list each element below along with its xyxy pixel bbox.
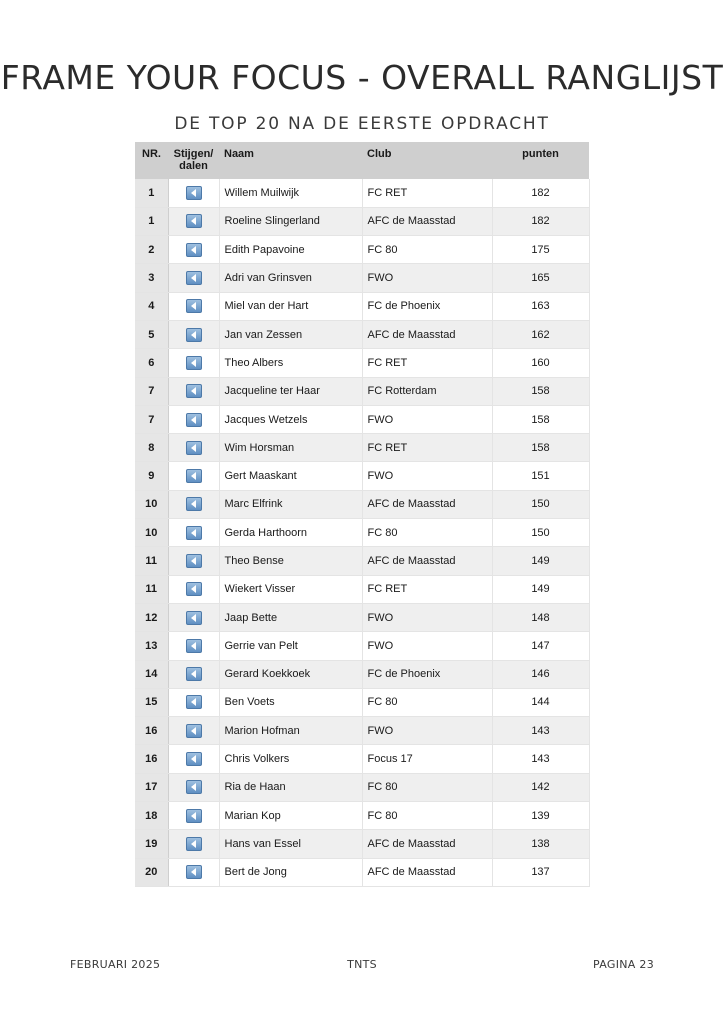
left-arrow-icon [186, 356, 202, 370]
club-cell: FC RET [362, 179, 492, 207]
club-cell: FC de Phoenix [362, 660, 492, 688]
points-cell: 162 [492, 320, 589, 348]
table-row [135, 179, 589, 207]
table-row [135, 632, 589, 660]
points-cell: 144 [492, 688, 589, 716]
column-header-nr: NR. [135, 142, 168, 179]
points-cell: 150 [492, 519, 589, 547]
points-cell: 165 [492, 264, 589, 292]
table-row [135, 660, 589, 688]
club-cell: FC RET [362, 575, 492, 603]
points-cell: 158 [492, 434, 589, 462]
rank-cell: 2 [135, 236, 168, 264]
trend-cell [168, 745, 219, 773]
rank-cell: 10 [135, 519, 168, 547]
club-cell: FC Rotterdam [362, 377, 492, 405]
rank-cell: 10 [135, 490, 168, 518]
table-row [135, 236, 589, 264]
club-cell: AFC de Maasstad [362, 320, 492, 348]
points-cell: 158 [492, 377, 589, 405]
table-row [135, 264, 589, 292]
column-header-naam: Naam [219, 142, 362, 179]
left-arrow-icon [186, 752, 202, 766]
table-header-row [135, 142, 589, 179]
trend-cell [168, 717, 219, 745]
name-cell: Gert Maaskant [219, 462, 362, 490]
trend-cell [168, 547, 219, 575]
club-cell: AFC de Maasstad [362, 490, 492, 518]
name-cell: Jaap Bette [219, 603, 362, 631]
points-cell: 151 [492, 462, 589, 490]
points-cell: 149 [492, 547, 589, 575]
name-cell: Hans van Essel [219, 830, 362, 858]
trend-cell [168, 236, 219, 264]
club-cell: FWO [362, 603, 492, 631]
rank-cell: 11 [135, 575, 168, 603]
trend-cell [168, 292, 219, 320]
club-cell: Focus 17 [362, 745, 492, 773]
trend-cell [168, 632, 219, 660]
club-cell: AFC de Maasstad [362, 547, 492, 575]
name-cell: Bert de Jong [219, 858, 362, 886]
name-cell: Ria de Haan [219, 773, 362, 801]
club-cell: FWO [362, 405, 492, 433]
rank-cell: 19 [135, 830, 168, 858]
ranking-table [135, 142, 590, 887]
points-cell: 142 [492, 773, 589, 801]
page-subtitle: DE TOP 20 NA DE EERSTE OPDRACHT [174, 114, 550, 134]
left-arrow-icon [186, 667, 202, 681]
club-cell: AFC de Maasstad [362, 830, 492, 858]
table-row [135, 802, 589, 830]
left-arrow-icon [186, 582, 202, 596]
left-arrow-icon [186, 611, 202, 625]
club-cell: AFC de Maasstad [362, 858, 492, 886]
left-arrow-icon [186, 526, 202, 540]
table-row [135, 688, 589, 716]
rank-cell: 8 [135, 434, 168, 462]
trend-cell [168, 773, 219, 801]
points-cell: 149 [492, 575, 589, 603]
rank-cell: 11 [135, 547, 168, 575]
left-arrow-icon [186, 695, 202, 709]
trend-cell [168, 207, 219, 235]
table-row [135, 490, 589, 518]
name-cell: Wim Horsman [219, 434, 362, 462]
club-cell: FC 80 [362, 773, 492, 801]
name-cell: Wiekert Visser [219, 575, 362, 603]
club-cell: FC 80 [362, 688, 492, 716]
club-cell: FC 80 [362, 802, 492, 830]
rank-cell: 3 [135, 264, 168, 292]
table-row [135, 377, 589, 405]
points-cell: 146 [492, 660, 589, 688]
club-cell: FC 80 [362, 519, 492, 547]
trend-cell [168, 802, 219, 830]
rank-cell: 4 [135, 292, 168, 320]
left-arrow-icon [186, 384, 202, 398]
rank-cell: 20 [135, 858, 168, 886]
column-header-punten: punten [492, 142, 589, 179]
rank-cell: 16 [135, 745, 168, 773]
rank-cell: 18 [135, 802, 168, 830]
rank-cell: 13 [135, 632, 168, 660]
rank-cell: 6 [135, 349, 168, 377]
rank-cell: 7 [135, 377, 168, 405]
rank-cell: 17 [135, 773, 168, 801]
left-arrow-icon [186, 639, 202, 653]
table-row [135, 745, 589, 773]
left-arrow-icon [186, 497, 202, 511]
left-arrow-icon [186, 413, 202, 427]
name-cell: Jacques Wetzels [219, 405, 362, 433]
points-cell: 147 [492, 632, 589, 660]
column-header-stijgen-dalen: Stijgen/ dalen [168, 142, 219, 179]
left-arrow-icon [186, 328, 202, 342]
club-cell: FC RET [362, 434, 492, 462]
points-cell: 163 [492, 292, 589, 320]
column-header-club: Club [362, 142, 492, 179]
points-cell: 148 [492, 603, 589, 631]
name-cell: Jan van Zessen [219, 320, 362, 348]
table-row [135, 717, 589, 745]
footer-publication: TNTS [347, 958, 377, 971]
name-cell: Marian Kop [219, 802, 362, 830]
name-cell: Miel van der Hart [219, 292, 362, 320]
trend-cell [168, 858, 219, 886]
page-title: FRAME YOUR FOCUS - OVERALL RANGLIJST [0, 58, 724, 97]
footer-page-number: PAGINA 23 [593, 958, 654, 971]
points-cell: 150 [492, 490, 589, 518]
trend-cell [168, 320, 219, 348]
name-cell: Chris Volkers [219, 745, 362, 773]
club-cell: FC 80 [362, 236, 492, 264]
table-row [135, 547, 589, 575]
name-cell: Roeline Slingerland [219, 207, 362, 235]
left-arrow-icon [186, 299, 202, 313]
trend-cell [168, 264, 219, 292]
table-row [135, 575, 589, 603]
points-cell: 175 [492, 236, 589, 264]
trend-cell [168, 830, 219, 858]
trend-cell [168, 688, 219, 716]
trend-cell [168, 349, 219, 377]
name-cell: Theo Albers [219, 349, 362, 377]
name-cell: Jacqueline ter Haar [219, 377, 362, 405]
left-arrow-icon [186, 214, 202, 228]
name-cell: Ben Voets [219, 688, 362, 716]
table-row [135, 603, 589, 631]
left-arrow-icon [186, 441, 202, 455]
left-arrow-icon [186, 865, 202, 879]
left-arrow-icon [186, 724, 202, 738]
table-row [135, 858, 589, 886]
points-cell: 160 [492, 349, 589, 377]
trend-cell [168, 575, 219, 603]
name-cell: Edith Papavoine [219, 236, 362, 264]
left-arrow-icon [186, 186, 202, 200]
table-row [135, 207, 589, 235]
table-row [135, 292, 589, 320]
club-cell: FC de Phoenix [362, 292, 492, 320]
club-cell: FC RET [362, 349, 492, 377]
points-cell: 139 [492, 802, 589, 830]
club-cell: FWO [362, 462, 492, 490]
left-arrow-icon [186, 554, 202, 568]
points-cell: 138 [492, 830, 589, 858]
name-cell: Willem Muilwijk [219, 179, 362, 207]
name-cell: Gerda Harthoorn [219, 519, 362, 547]
table-row [135, 519, 589, 547]
trend-cell [168, 490, 219, 518]
table-row [135, 462, 589, 490]
table-row [135, 830, 589, 858]
trend-cell [168, 462, 219, 490]
rank-cell: 9 [135, 462, 168, 490]
left-arrow-icon [186, 469, 202, 483]
left-arrow-icon [186, 809, 202, 823]
table-row [135, 773, 589, 801]
name-cell: Gerard Koekkoek [219, 660, 362, 688]
rank-cell: 14 [135, 660, 168, 688]
trend-cell [168, 434, 219, 462]
name-cell: Gerrie van Pelt [219, 632, 362, 660]
ranking-table-body [135, 179, 589, 886]
rank-cell: 16 [135, 717, 168, 745]
points-cell: 143 [492, 717, 589, 745]
club-cell: FWO [362, 717, 492, 745]
points-cell: 158 [492, 405, 589, 433]
club-cell: FWO [362, 264, 492, 292]
left-arrow-icon [186, 780, 202, 794]
name-cell: Adri van Grinsven [219, 264, 362, 292]
left-arrow-icon [186, 271, 202, 285]
rank-cell: 7 [135, 405, 168, 433]
rank-cell: 1 [135, 207, 168, 235]
trend-cell [168, 377, 219, 405]
trend-cell [168, 660, 219, 688]
trend-cell [168, 179, 219, 207]
rank-cell: 1 [135, 179, 168, 207]
name-cell: Theo Bense [219, 547, 362, 575]
table-row [135, 320, 589, 348]
trend-cell [168, 603, 219, 631]
rank-cell: 15 [135, 688, 168, 716]
trend-cell [168, 405, 219, 433]
name-cell: Marion Hofman [219, 717, 362, 745]
left-arrow-icon [186, 243, 202, 257]
points-cell: 182 [492, 179, 589, 207]
points-cell: 143 [492, 745, 589, 773]
rank-cell: 12 [135, 603, 168, 631]
trend-cell [168, 519, 219, 547]
club-cell: AFC de Maasstad [362, 207, 492, 235]
points-cell: 182 [492, 207, 589, 235]
table-row [135, 349, 589, 377]
rank-cell: 5 [135, 320, 168, 348]
name-cell: Marc Elfrink [219, 490, 362, 518]
footer-date: FEBRUARI 2025 [70, 958, 161, 971]
left-arrow-icon [186, 837, 202, 851]
table-row [135, 405, 589, 433]
table-row [135, 434, 589, 462]
club-cell: FWO [362, 632, 492, 660]
points-cell: 137 [492, 858, 589, 886]
